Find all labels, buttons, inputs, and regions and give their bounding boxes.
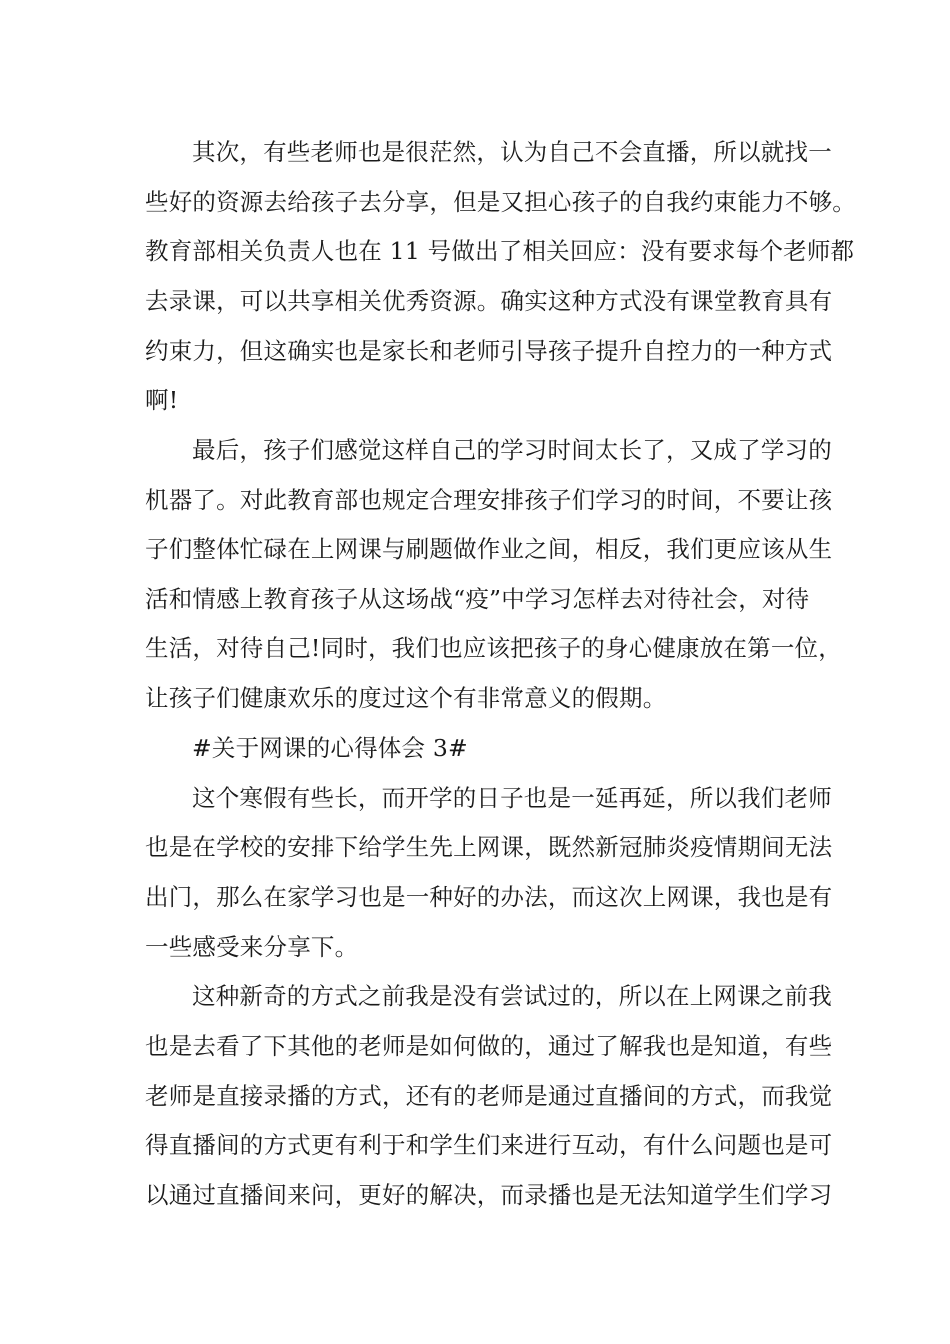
paragraph-1-line-2: 些好的资源去给孩子去分享，但是又担心孩子的自我约束能力不够。	[145, 188, 856, 216]
paragraph-4-line-2: 也是去看了下其他的老师是如何做的，通过了解我也是知道，有些	[145, 1032, 833, 1060]
paragraph-3-line-4: 一些感受来分享下。	[145, 933, 359, 961]
paragraph-3-line-1: 这个寒假有些长，而开学的日子也是一延再延，所以我们老师	[192, 784, 832, 812]
paragraph-1-line-3: 教育部相关负责人也在 11 号做出了相关回应：没有要求每个老师都	[145, 237, 855, 265]
paragraph-2-line-1: 最后，孩子们感觉这样自己的学习时间太长了，又成了学习的	[192, 436, 832, 464]
paragraph-2-line-2: 机器了。对此教育部也规定合理安排孩子们学习的时间，不要让孩	[145, 486, 833, 514]
paragraph-1-line-5: 约束力，但这确实也是家长和老师引导孩子提升自控力的一种方式	[145, 337, 833, 365]
paragraph-1-line-1: 其次，有些老师也是很茫然，认为自己不会直播，所以就找一	[192, 138, 832, 166]
paragraph-4-line-4: 得直播间的方式更有利于和学生们来进行互动，有什么问题也是可	[145, 1131, 833, 1159]
section-heading: #关于网课的心得体会 3#	[192, 734, 468, 762]
paragraph-1-line-6: 啊!	[145, 386, 179, 414]
paragraph-4-line-5: 以通过直播间来问，更好的解决，而录播也是无法知道学生们学习	[145, 1181, 833, 1209]
paragraph-1-line-4: 去录课，可以共享相关优秀资源。确实这种方式没有课堂教育具有	[145, 287, 833, 315]
paragraph-2-line-6: 让孩子们健康欢乐的度过这个有非常意义的假期。	[145, 684, 667, 712]
paragraph-4-line-1: 这种新奇的方式之前我是没有尝试过的，所以在上网课之前我	[192, 982, 832, 1010]
paragraph-2-line-4: 活和情感上教育孩子从这场战“疫”中学习怎样去对待社会，对待	[145, 585, 810, 613]
paragraph-3-line-3: 出门，那么在家学习也是一种好的办法，而这次上网课，我也是有	[145, 883, 833, 911]
paragraph-2-line-5: 生活，对待自己!同时，我们也应该把孩子的身心健康放在第一位，	[145, 634, 842, 662]
paragraph-3-line-2: 也是在学校的安排下给学生先上网课，既然新冠肺炎疫情期间无法	[145, 833, 833, 861]
paragraph-4-line-3: 老师是直接录播的方式，还有的老师是通过直播间的方式，而我觉	[145, 1082, 833, 1110]
paragraph-2-line-3: 子们整体忙碌在上网课与刷题做作业之间，相反，我们更应该从生	[145, 535, 833, 563]
